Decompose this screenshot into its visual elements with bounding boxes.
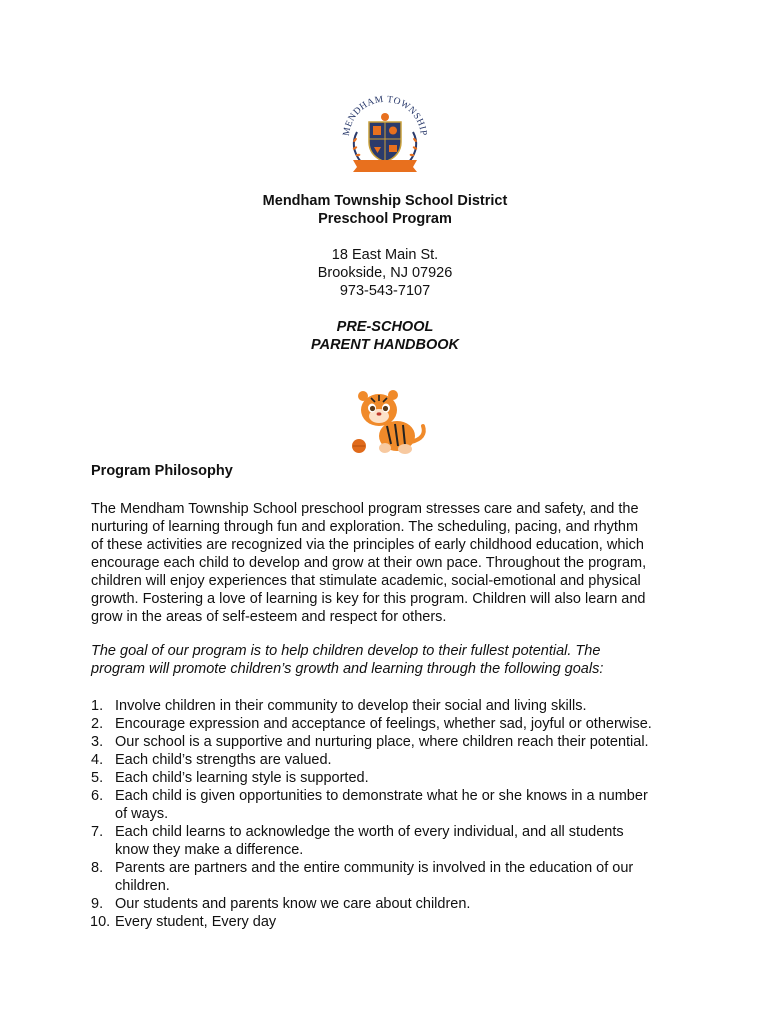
paragraph-line: The Mendham Township School preschool program stresses care and safety, and the bbox=[91, 501, 639, 517]
goal-number: 10. bbox=[90, 914, 111, 930]
goal-number: 1. bbox=[91, 698, 104, 714]
district-name: Mendham Township School District bbox=[262, 193, 508, 209]
goal-intro-line: program will promote children’s growth and learning through the following goals: bbox=[91, 661, 604, 677]
goal-intro-line: The goal of our program is to help children develop to their fullest potential. The bbox=[91, 643, 601, 659]
goal-number: 6. bbox=[91, 788, 104, 804]
doc-title-line-2: PARENT HANDBOOK bbox=[311, 337, 459, 353]
address-line-1: 18 East Main St. bbox=[331, 247, 439, 263]
paragraph-line: children will enjoy experiences that stimulate academic, social-emotional and physical bbox=[91, 573, 641, 589]
goal-text: Parents are partners and the entire community is involved in the education of our bbox=[115, 860, 634, 876]
tiger-cub-illustration bbox=[345, 386, 435, 456]
goal-text: Encourage expression and acceptance of feelings, whether sad, joyful or otherwise. bbox=[115, 716, 652, 732]
paragraph-line: grow in the areas of self-esteem and respect for others. bbox=[91, 609, 447, 625]
goal-number: 7. bbox=[91, 824, 104, 840]
list-item bbox=[91, 787, 691, 823]
goal-number: 2. bbox=[91, 716, 104, 732]
list-item bbox=[91, 895, 691, 913]
crest-arc-text: MENDHAM TOWNSHIP bbox=[341, 94, 429, 137]
goal-text: Our school is a supportive and nurturing place, where children reach their potential. bbox=[115, 734, 649, 750]
paragraph-line: growth. Fostering a love of learning is key for this program. Children will also learn and bbox=[91, 591, 646, 607]
goal-intro bbox=[91, 642, 691, 678]
goal-text: Involve children in their community to develop their social and living skills. bbox=[115, 698, 587, 714]
goal-text: Each child is given opportunities to demonstrate what he or she knows in a number bbox=[115, 788, 648, 804]
list-item bbox=[91, 715, 691, 733]
goal-text-continued: know they make a difference. bbox=[115, 842, 304, 858]
list-item bbox=[91, 751, 691, 769]
goal-number: 4. bbox=[91, 752, 104, 768]
program-name: Preschool Program bbox=[318, 211, 452, 227]
school-crest-logo bbox=[335, 92, 435, 176]
list-item bbox=[91, 913, 691, 931]
section-heading: Program Philosophy bbox=[91, 463, 233, 479]
address-line-2: Brookside, NJ 07926 bbox=[317, 265, 453, 281]
goal-text: Each child’s strengths are valued. bbox=[115, 752, 332, 768]
list-item bbox=[91, 733, 691, 751]
list-item bbox=[91, 697, 691, 715]
goal-text: Each child learns to acknowledge the worth of every individual, and all students bbox=[115, 824, 624, 840]
goal-number: 5. bbox=[91, 770, 104, 786]
goals-list bbox=[91, 697, 691, 931]
paragraph-line: nurturing of learning through fun and exploration. The scheduling, pacing, and rhythm bbox=[91, 519, 639, 535]
list-item bbox=[91, 769, 691, 787]
doc-title-line-1: PRE-SCHOOL bbox=[336, 319, 434, 335]
goal-text: Our students and parents know we care about children. bbox=[115, 896, 471, 912]
goal-text: Each child’s learning style is supported. bbox=[115, 770, 369, 786]
list-item bbox=[91, 859, 691, 895]
philosophy-paragraph bbox=[91, 500, 691, 626]
phone-number: 973-543-7107 bbox=[339, 283, 431, 299]
goal-number: 9. bbox=[91, 896, 104, 912]
goal-number: 3. bbox=[91, 734, 104, 750]
list-item bbox=[91, 823, 691, 859]
goal-text: Every student, Every day bbox=[115, 914, 277, 930]
paragraph-line: encourage each child to develop and grow at their own pace. Throughout the program, bbox=[91, 555, 647, 571]
goal-text-continued: children. bbox=[115, 878, 170, 894]
goal-text-continued: of ways. bbox=[115, 806, 169, 822]
paragraph-line: of these activities are recognized via the principles of early childhood education, which bbox=[91, 537, 644, 553]
goal-number: 8. bbox=[91, 860, 104, 876]
